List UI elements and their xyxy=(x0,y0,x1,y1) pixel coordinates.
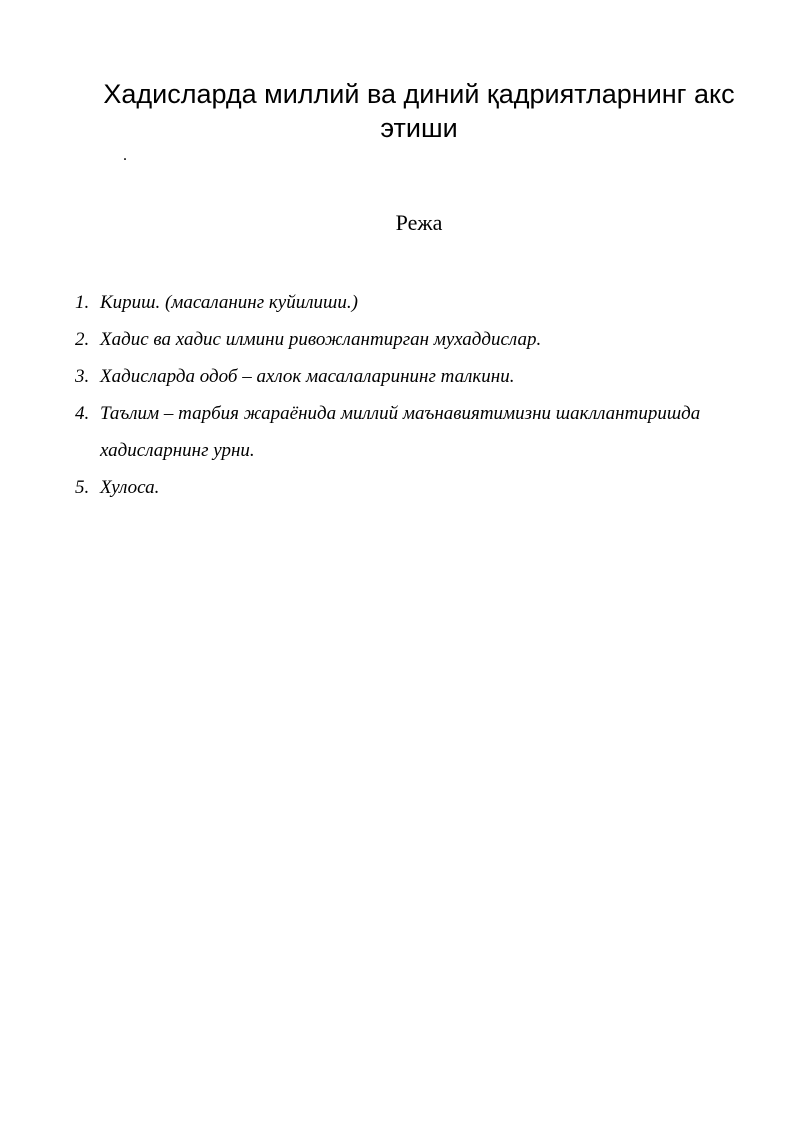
stray-dot: . xyxy=(123,147,127,164)
plan-item-text: Кириш. (масаланинг куйилиши.) xyxy=(100,292,358,313)
plan-item-text: Хулоса. xyxy=(100,477,160,498)
plan-item-text: Хадис ва хадис илмини ривожлантирган мухаддислар. xyxy=(100,329,542,350)
plan-item-number: 4. xyxy=(75,403,90,424)
plan-item-text: Таълим – тарбия жараёнида миллий маънавиятимизни шакллантиришда хадисларнинг урни. xyxy=(100,403,701,461)
plan-heading: Режа xyxy=(395,210,443,235)
plan-item xyxy=(75,321,735,358)
document-title: Хадисларда миллий ва диний қадриятларнинг акс этиши xyxy=(103,79,735,143)
plan-item-number: 3. xyxy=(75,366,90,387)
plan-item-number: 5. xyxy=(75,477,90,498)
plan-list xyxy=(75,284,735,506)
plan-item xyxy=(75,469,735,506)
plan-item-number: 1. xyxy=(75,292,90,313)
plan-item-number: 2. xyxy=(75,329,90,350)
plan-item-text: Хадисларда одоб – ахлок масалаларининг талкини. xyxy=(100,366,515,387)
plan-item xyxy=(75,284,735,321)
plan-item xyxy=(75,358,735,395)
plan-item xyxy=(75,395,735,469)
